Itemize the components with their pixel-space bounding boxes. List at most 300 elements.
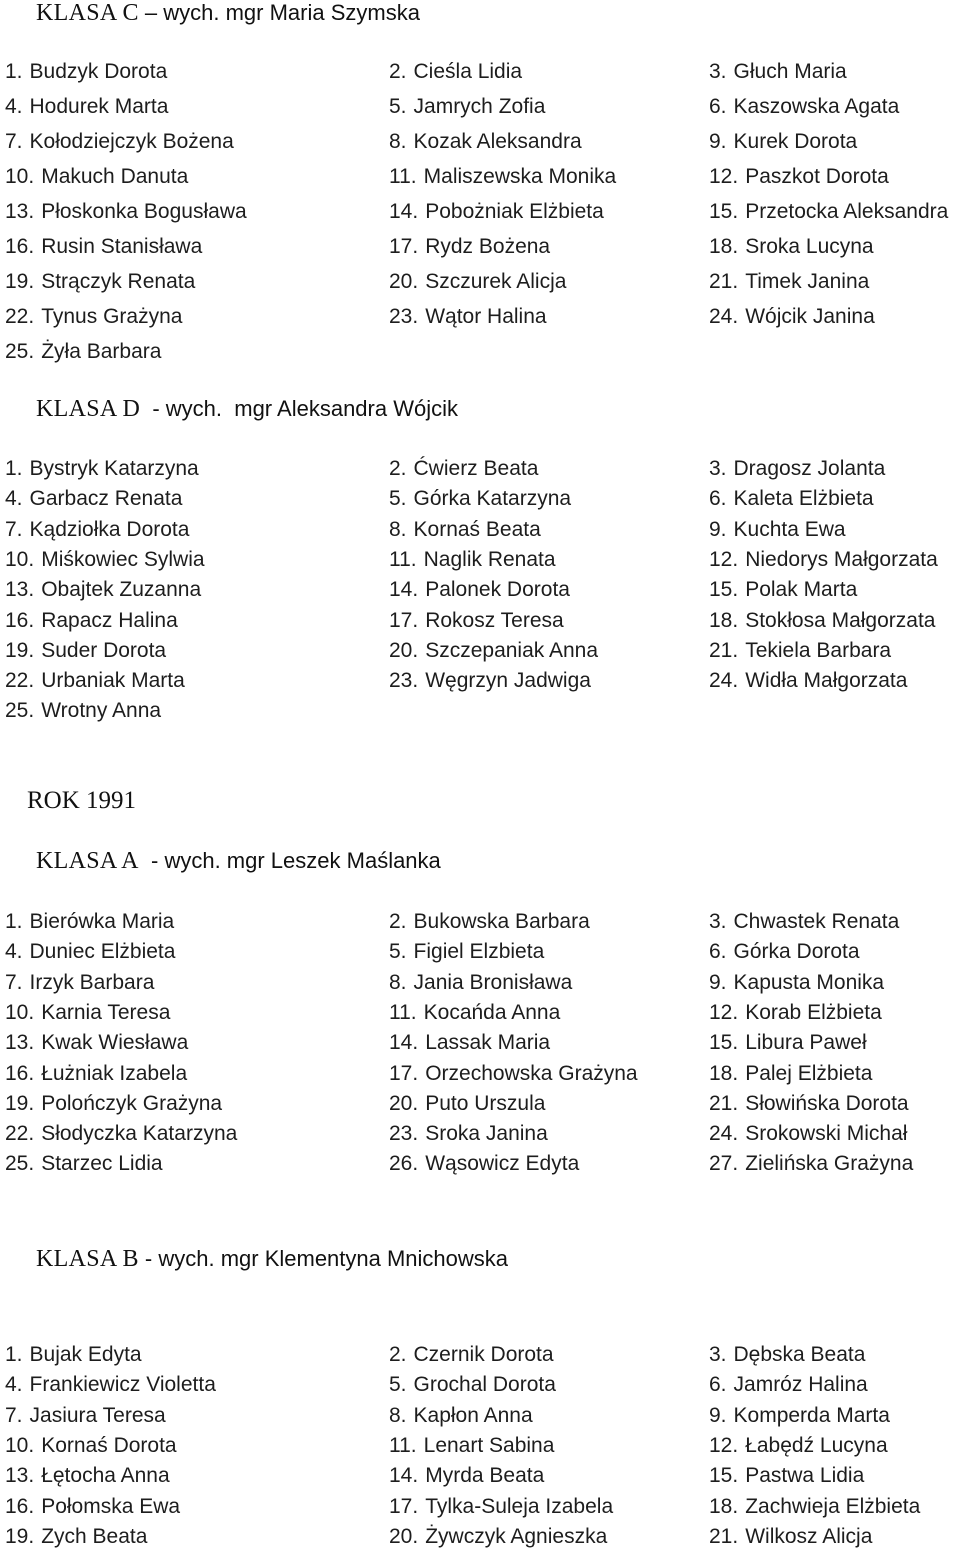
section-title-klasa-d bbox=[36, 396, 458, 423]
student-number: 22. bbox=[5, 669, 35, 693]
student-name: Miśkowiec Sylwia bbox=[41, 547, 205, 571]
student-number: 6. bbox=[709, 487, 727, 511]
student-number: 8. bbox=[389, 970, 407, 994]
student-name: Korab Elżbieta bbox=[745, 1000, 882, 1024]
student-name: Frankiewicz Violetta bbox=[29, 1373, 216, 1397]
list-item bbox=[389, 909, 590, 935]
list-item bbox=[709, 59, 847, 85]
list-item bbox=[709, 1000, 882, 1026]
list-item bbox=[389, 1463, 544, 1489]
student-name: Polak Marta bbox=[745, 578, 858, 602]
teacher-label: – wych. mgr Maria Szymska bbox=[138, 0, 420, 25]
list-item bbox=[5, 486, 182, 512]
student-number: 10. bbox=[5, 1000, 35, 1024]
student-number: 25. bbox=[5, 340, 35, 363]
student-number: 24. bbox=[709, 305, 739, 328]
list-item bbox=[5, 1151, 163, 1177]
list-item bbox=[5, 1121, 237, 1147]
list-item bbox=[389, 517, 541, 543]
list-item bbox=[5, 1524, 147, 1550]
list-item bbox=[709, 94, 899, 120]
student-name: Kaleta Elżbieta bbox=[733, 487, 874, 511]
student-name: Wilkosz Alicja bbox=[745, 1524, 873, 1548]
list-item bbox=[709, 668, 907, 694]
student-number: 15. bbox=[709, 1031, 739, 1055]
student-number: 13. bbox=[5, 1031, 35, 1055]
section-title-klasa-b bbox=[36, 1246, 508, 1273]
student-name: Zych Beata bbox=[41, 1524, 148, 1548]
list-item bbox=[709, 1372, 868, 1398]
list-item bbox=[5, 698, 161, 724]
list-item bbox=[709, 129, 857, 155]
student-name: Jania Bronisława bbox=[413, 970, 573, 994]
student-name: Libura Paweł bbox=[745, 1031, 867, 1055]
list-item bbox=[5, 1091, 222, 1117]
section-title-klasa-c bbox=[36, 0, 420, 27]
list-item bbox=[5, 1061, 187, 1087]
student-number: 8. bbox=[389, 130, 407, 153]
student-number: 16. bbox=[5, 235, 35, 258]
list-item bbox=[5, 59, 167, 85]
student-name: Komperda Marta bbox=[733, 1403, 890, 1427]
klasa-label: KLASA B bbox=[36, 1246, 139, 1272]
list-item bbox=[709, 1433, 888, 1459]
student-number: 11. bbox=[389, 165, 417, 188]
student-number: 12. bbox=[709, 547, 739, 571]
student-number: 20. bbox=[389, 1524, 419, 1548]
student-number: 18. bbox=[709, 235, 739, 258]
student-number: 26. bbox=[389, 1152, 419, 1176]
list-item bbox=[709, 1061, 872, 1087]
list-item bbox=[5, 199, 247, 225]
student-name: Starzec Lidia bbox=[41, 1152, 163, 1176]
list-item bbox=[709, 638, 891, 664]
student-name: Widła Małgorzata bbox=[745, 669, 908, 693]
student-name: Chwastek Renata bbox=[733, 910, 900, 933]
student-number: 13. bbox=[5, 1464, 35, 1488]
student-number: 15. bbox=[709, 578, 739, 602]
student-name: Ćwierz Beata bbox=[413, 457, 539, 480]
student-number: 12. bbox=[709, 1433, 739, 1457]
list-item bbox=[709, 1403, 890, 1429]
student-number: 17. bbox=[389, 1494, 419, 1518]
student-number: 22. bbox=[5, 305, 35, 328]
student-number: 24. bbox=[709, 1122, 739, 1146]
list-item bbox=[709, 909, 899, 935]
list-item bbox=[389, 234, 550, 260]
student-number: 19. bbox=[5, 1524, 35, 1548]
list-item bbox=[5, 517, 189, 543]
list-item bbox=[389, 1403, 533, 1429]
list-item bbox=[5, 939, 175, 965]
student-number: 19. bbox=[5, 1091, 35, 1115]
student-name: Czernik Dorota bbox=[413, 1343, 554, 1366]
student-number: 7. bbox=[5, 130, 23, 153]
student-number: 6. bbox=[709, 940, 727, 964]
student-number: 10. bbox=[5, 1433, 35, 1457]
student-name: Wrotny Anna bbox=[41, 699, 162, 723]
student-number: 4. bbox=[5, 1373, 23, 1397]
student-number: 6. bbox=[709, 1373, 727, 1397]
student-number: 16. bbox=[5, 608, 35, 632]
list-item bbox=[389, 1091, 545, 1117]
list-item bbox=[709, 304, 875, 330]
student-name: Rapacz Halina bbox=[41, 608, 178, 632]
student-number: 10. bbox=[5, 547, 35, 571]
student-number: 18. bbox=[709, 1494, 739, 1518]
list-item bbox=[389, 1524, 607, 1550]
list-item bbox=[389, 59, 522, 85]
student-name: Myrda Beata bbox=[425, 1464, 545, 1488]
student-number: 2. bbox=[389, 60, 407, 83]
student-name: Słodyczka Katarzyna bbox=[41, 1122, 238, 1146]
klasa-label: KLASA C bbox=[36, 0, 139, 26]
student-name: Hodurek Marta bbox=[29, 95, 169, 118]
student-number: 4. bbox=[5, 940, 23, 964]
student-number: 13. bbox=[5, 578, 35, 602]
student-name: Suder Dorota bbox=[41, 638, 167, 662]
list-item bbox=[389, 199, 604, 225]
list-item bbox=[709, 1091, 909, 1117]
student-name: Figiel Elzbieta bbox=[413, 940, 545, 964]
student-name: Maliszewska Monika bbox=[423, 165, 617, 188]
student-name: Paszkot Dorota bbox=[745, 165, 889, 188]
list-item bbox=[5, 970, 154, 996]
student-name: Połomska Ewa bbox=[41, 1494, 181, 1518]
student-name: Karnia Teresa bbox=[41, 1000, 171, 1024]
student-number: 25. bbox=[5, 699, 35, 723]
student-number: 23. bbox=[389, 1122, 419, 1146]
student-name: Wójcik Janina bbox=[745, 305, 875, 328]
student-name: Budzyk Dorota bbox=[29, 60, 168, 83]
list-item bbox=[389, 1372, 556, 1398]
student-name: Obajtek Zuzanna bbox=[41, 578, 202, 602]
student-number: 15. bbox=[709, 1464, 739, 1488]
student-name: Pobożniak Elżbieta bbox=[425, 200, 604, 223]
list-item bbox=[709, 234, 874, 260]
list-item bbox=[709, 547, 938, 573]
student-name: Garbacz Renata bbox=[29, 487, 183, 511]
student-name: Bierówka Maria bbox=[29, 910, 175, 933]
student-name: Jamróz Halina bbox=[733, 1373, 868, 1397]
list-item bbox=[389, 164, 616, 190]
student-name: Pastwa Lidia bbox=[745, 1464, 865, 1488]
list-item bbox=[709, 1463, 864, 1489]
student-name: Górka Katarzyna bbox=[413, 487, 572, 511]
student-number: 19. bbox=[5, 638, 35, 662]
student-name: Słowińska Dorota bbox=[745, 1091, 909, 1115]
student-number: 9. bbox=[709, 130, 727, 153]
list-item bbox=[389, 1151, 579, 1177]
list-item bbox=[5, 1433, 177, 1459]
list-item bbox=[709, 456, 885, 482]
student-name: Kaszowska Agata bbox=[733, 95, 900, 118]
list-item bbox=[5, 1463, 170, 1489]
student-name: Kapusta Monika bbox=[733, 970, 885, 994]
student-number: 2. bbox=[389, 1343, 407, 1366]
student-number: 4. bbox=[5, 487, 23, 511]
student-name: Łużniak Izabela bbox=[41, 1061, 188, 1085]
list-item bbox=[709, 199, 948, 225]
student-number: 22. bbox=[5, 1122, 35, 1146]
student-number: 11. bbox=[389, 1000, 417, 1024]
list-item bbox=[709, 164, 889, 190]
student-number: 3. bbox=[709, 457, 727, 480]
student-number: 14. bbox=[389, 578, 419, 602]
teacher-label: - wych. mgr Klementyna Mnichowska bbox=[138, 1246, 509, 1271]
list-item bbox=[389, 668, 591, 694]
list-item bbox=[5, 668, 185, 694]
student-number: 7. bbox=[5, 1403, 23, 1427]
student-number: 5. bbox=[389, 1373, 407, 1397]
list-item bbox=[389, 1494, 613, 1520]
list-item bbox=[709, 517, 846, 543]
list-item bbox=[709, 486, 874, 512]
student-name: Irzyk Barbara bbox=[29, 970, 155, 994]
student-name: Wątor Halina bbox=[425, 305, 547, 328]
student-number: 8. bbox=[389, 1403, 407, 1427]
student-number: 1. bbox=[5, 910, 23, 933]
student-name: Płoskonka Bogusława bbox=[41, 200, 247, 223]
list-item bbox=[389, 1061, 638, 1087]
student-number: 27. bbox=[709, 1152, 739, 1176]
student-number: 11. bbox=[389, 1433, 417, 1457]
student-number: 3. bbox=[709, 60, 727, 83]
student-name: Kapłon Anna bbox=[413, 1403, 533, 1427]
list-item bbox=[709, 1030, 867, 1056]
student-name: Żywczyk Agnieszka bbox=[425, 1524, 608, 1548]
student-number: 2. bbox=[389, 457, 407, 480]
student-name: Żyła Barbara bbox=[41, 340, 162, 363]
student-name: Naglik Renata bbox=[423, 547, 556, 571]
student-name: Puto Urszula bbox=[425, 1091, 546, 1115]
list-item bbox=[709, 1524, 872, 1550]
student-number: 9. bbox=[709, 1403, 727, 1427]
student-number: 1. bbox=[5, 1343, 23, 1366]
list-item bbox=[389, 1342, 554, 1368]
student-name: Łabędź Lucyna bbox=[745, 1433, 888, 1457]
student-name: Makuch Danuta bbox=[41, 165, 189, 188]
student-number: 20. bbox=[389, 638, 419, 662]
student-number: 15. bbox=[709, 200, 739, 223]
student-number: 10. bbox=[5, 165, 35, 188]
klasa-label: KLASA D bbox=[36, 396, 141, 422]
student-name: Górka Dorota bbox=[733, 940, 860, 964]
student-name: Rusin Stanisława bbox=[41, 235, 203, 258]
student-name: Bukowska Barbara bbox=[413, 910, 590, 933]
student-number: 5. bbox=[389, 940, 407, 964]
student-name: Łętocha Anna bbox=[41, 1464, 170, 1488]
student-name: Szczurek Alicja bbox=[425, 270, 567, 293]
list-item bbox=[5, 1342, 142, 1368]
student-name: Srokowski Michał bbox=[745, 1122, 908, 1146]
student-number: 12. bbox=[709, 1000, 739, 1024]
student-number: 18. bbox=[709, 1061, 739, 1085]
list-item bbox=[5, 339, 161, 365]
student-number: 14. bbox=[389, 1464, 419, 1488]
student-name: Bystryk Katarzyna bbox=[29, 457, 199, 480]
student-name: Lassak Maria bbox=[425, 1031, 551, 1055]
student-number: 11. bbox=[389, 547, 417, 571]
list-item bbox=[389, 547, 556, 573]
student-name: Timek Janina bbox=[745, 270, 870, 293]
student-number: 3. bbox=[709, 910, 727, 933]
student-name: Stokłosa Małgorzata bbox=[745, 608, 936, 632]
student-number: 4. bbox=[5, 95, 23, 118]
student-name: Lenart Sabina bbox=[423, 1433, 555, 1457]
student-number: 7. bbox=[5, 517, 23, 541]
student-number: 6. bbox=[709, 95, 727, 118]
list-item bbox=[5, 638, 166, 664]
list-item bbox=[5, 304, 182, 330]
student-name: Dragosz Jolanta bbox=[733, 457, 886, 480]
student-name: Orzechowska Grażyna bbox=[425, 1061, 638, 1085]
student-name: Rydz Bożena bbox=[425, 235, 551, 258]
student-name: Węgrzyn Jadwiga bbox=[425, 669, 591, 693]
student-name: Jamrych Zofia bbox=[413, 95, 546, 118]
student-name: Rokosz Teresa bbox=[425, 608, 564, 632]
list-item bbox=[5, 1494, 180, 1520]
student-name: Polończyk Grażyna bbox=[41, 1091, 223, 1115]
student-number: 9. bbox=[709, 970, 727, 994]
list-item bbox=[389, 1121, 548, 1147]
student-number: 5. bbox=[389, 487, 407, 511]
student-number: 16. bbox=[5, 1061, 35, 1085]
section-title-klasa-a bbox=[36, 848, 441, 875]
student-name: Kurek Dorota bbox=[733, 130, 858, 153]
student-number: 21. bbox=[709, 1524, 739, 1548]
student-number: 24. bbox=[709, 669, 739, 693]
list-item bbox=[5, 909, 174, 935]
list-item bbox=[389, 304, 547, 330]
student-number: 9. bbox=[709, 517, 727, 541]
student-number: 18. bbox=[709, 608, 739, 632]
list-item bbox=[5, 269, 195, 295]
list-item bbox=[5, 164, 188, 190]
student-name: Urbaniak Marta bbox=[41, 669, 185, 693]
list-item bbox=[389, 608, 564, 634]
list-item bbox=[5, 1403, 166, 1429]
list-item bbox=[5, 234, 202, 260]
student-name: Kornaś Beata bbox=[413, 517, 541, 541]
student-number: 13. bbox=[5, 200, 35, 223]
student-number: 23. bbox=[389, 305, 419, 328]
teacher-label: - wych. mgr Aleksandra Wójcik bbox=[140, 396, 458, 421]
student-number: 17. bbox=[389, 235, 419, 258]
list-item bbox=[5, 1030, 188, 1056]
student-name: Szczepaniak Anna bbox=[425, 638, 598, 662]
student-number: 1. bbox=[5, 457, 23, 480]
list-item bbox=[709, 269, 869, 295]
list-item bbox=[389, 1030, 550, 1056]
student-number: 19. bbox=[5, 270, 35, 293]
student-name: Palonek Dorota bbox=[425, 578, 570, 602]
student-number: 3. bbox=[709, 1343, 727, 1366]
list-item bbox=[389, 129, 582, 155]
student-number: 12. bbox=[709, 165, 739, 188]
list-item bbox=[709, 608, 935, 634]
student-name: Grochal Dorota bbox=[413, 1373, 556, 1397]
year-heading: ROK 1991 bbox=[27, 787, 137, 814]
student-number: 21. bbox=[709, 1091, 739, 1115]
teacher-label: - wych. mgr Leszek Maślanka bbox=[138, 848, 441, 873]
student-number: 1. bbox=[5, 60, 23, 83]
student-name: Tynus Grażyna bbox=[41, 305, 183, 328]
student-number: 16. bbox=[5, 1494, 35, 1518]
student-name: Sroka Janina bbox=[425, 1122, 548, 1146]
student-number: 20. bbox=[389, 1091, 419, 1115]
student-number: 2. bbox=[389, 910, 407, 933]
student-name: Jasiura Teresa bbox=[29, 1403, 166, 1427]
student-name: Kwak Wiesława bbox=[41, 1031, 189, 1055]
student-name: Zielińska Grażyna bbox=[745, 1152, 914, 1176]
student-name: Tylka-Suleja Izabela bbox=[425, 1494, 614, 1518]
student-number: 8. bbox=[389, 517, 407, 541]
list-item bbox=[389, 1433, 554, 1459]
list-item bbox=[709, 1342, 865, 1368]
list-item bbox=[389, 1000, 560, 1026]
list-item bbox=[389, 577, 570, 603]
list-item bbox=[5, 608, 178, 634]
list-item bbox=[389, 939, 544, 965]
list-item bbox=[709, 939, 860, 965]
student-name: Tekiela Barbara bbox=[745, 638, 892, 662]
student-name: Duniec Elżbieta bbox=[29, 940, 176, 964]
list-item bbox=[5, 577, 201, 603]
list-item bbox=[389, 638, 598, 664]
list-item bbox=[709, 1121, 907, 1147]
list-item bbox=[389, 94, 545, 120]
student-number: 7. bbox=[5, 970, 23, 994]
student-name: Niedorys Małgorzata bbox=[745, 547, 938, 571]
student-name: Przetocka Aleksandra bbox=[745, 200, 949, 223]
list-item bbox=[5, 1000, 170, 1026]
student-number: 21. bbox=[709, 638, 739, 662]
student-name: Kocańda Anna bbox=[423, 1000, 561, 1024]
student-name: Wąsowicz Edyta bbox=[425, 1152, 580, 1176]
student-name: Strączyk Renata bbox=[41, 270, 196, 293]
student-number: 20. bbox=[389, 270, 419, 293]
student-name: Sroka Lucyna bbox=[745, 235, 874, 258]
list-item bbox=[709, 970, 884, 996]
student-name: Palej Elżbieta bbox=[745, 1061, 873, 1085]
klasa-label: KLASA A bbox=[36, 848, 139, 874]
student-name: Kądziołka Dorota bbox=[29, 517, 190, 541]
list-item bbox=[5, 129, 234, 155]
list-item bbox=[709, 1151, 913, 1177]
list-item bbox=[389, 269, 566, 295]
list-item bbox=[709, 1494, 920, 1520]
student-number: 14. bbox=[389, 1031, 419, 1055]
student-number: 21. bbox=[709, 270, 739, 293]
list-item bbox=[5, 547, 205, 573]
list-item bbox=[5, 456, 199, 482]
student-name: Kozak Aleksandra bbox=[413, 130, 582, 153]
list-item bbox=[5, 94, 168, 120]
list-item bbox=[389, 486, 571, 512]
student-number: 25. bbox=[5, 1152, 35, 1176]
student-name: Dębska Beata bbox=[733, 1343, 866, 1366]
student-number: 14. bbox=[389, 200, 419, 223]
student-name: Cieśla Lidia bbox=[413, 60, 523, 83]
list-item bbox=[5, 1372, 216, 1398]
student-name: Kornaś Dorota bbox=[41, 1433, 177, 1457]
student-name: Zachwieja Elżbieta bbox=[745, 1494, 921, 1518]
student-number: 17. bbox=[389, 608, 419, 632]
student-number: 17. bbox=[389, 1061, 419, 1085]
student-name: Głuch Maria bbox=[733, 60, 847, 83]
list-item bbox=[389, 456, 538, 482]
